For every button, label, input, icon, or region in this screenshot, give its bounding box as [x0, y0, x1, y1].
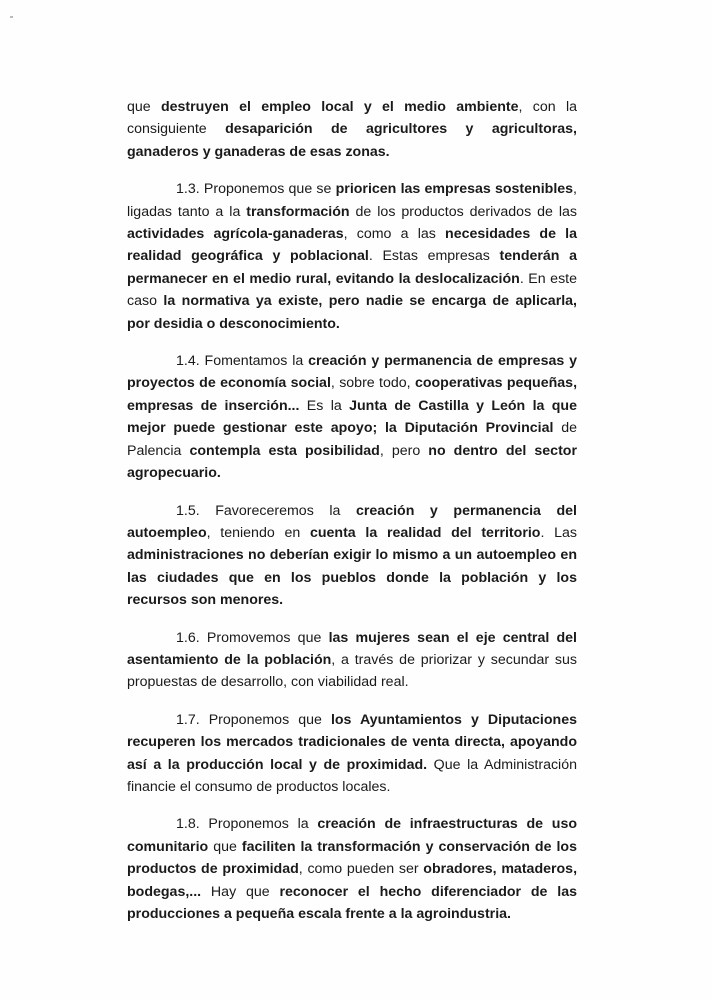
document-body: [127, 96, 577, 940]
paragraph-7: [127, 813, 577, 925]
text-run: 1.3. Proponemos que se: [176, 181, 336, 198]
text-run: de los productos derivados de las: [349, 203, 577, 220]
bold-text: no dentro del sector agropecuario.: [127, 442, 577, 482]
text-run: , ligadas tanto a la: [127, 181, 577, 220]
bold-text: las mujeres sean el eje central del asentamiento de la población: [127, 629, 577, 668]
text-run: , sobre todo,: [330, 375, 415, 392]
text-run: . Estas empresas: [368, 248, 500, 265]
text-run: 1.4. Fomentamos la: [176, 353, 309, 370]
bold-text: obradores, mataderos, bodegas,...: [127, 861, 578, 900]
bold-text: la normativa ya existe, pero nadie se encarga de aplicarla, por desidia o desconocimiento.: [127, 293, 577, 332]
bold-text: cuenta la realidad del territorio: [309, 524, 541, 541]
bold-text: faciliten la transformación y conservación de los productos de proximidad: [127, 838, 577, 878]
text-run: Que la Administración financie el consumo de productos locales.: [127, 756, 577, 795]
text-run: , pero: [379, 442, 429, 459]
text-run: , como pueden ser: [298, 861, 424, 878]
bold-text: necesidades de la realidad geográfica y poblacional: [127, 226, 577, 265]
bold-text: creación de infraestructuras de uso comunitario: [127, 816, 578, 855]
text-run: , como a las: [343, 226, 446, 243]
bold-text: administraciones no deberían exigir lo mismo a un autoempleo en las ciudades que en los pueblos donde la población y los recursos son menores.: [127, 547, 577, 609]
text-run: . Las: [540, 524, 578, 541]
text-run: Hay que: [201, 883, 280, 900]
bold-text: los Ayuntamientos y Diputaciones recuperen los mercados tradicionales de venta directa, apoyando así a la producción local y de proximidad.: [127, 711, 577, 773]
paragraph-2: [127, 178, 577, 335]
bold-text: reconocer el hecho diferenciador de las producciones a pequeña escala frente a la agroindustria.: [127, 883, 577, 922]
bold-text: desaparición de agricultores y agricultoras, ganaderos y ganaderas de esas zonas.: [127, 121, 578, 160]
bold-text: creación y permanencia del autoempleo: [127, 502, 577, 541]
bold-text: destruyen el empleo local y el medio ambiente: [160, 99, 519, 115]
text-run: Es la: [299, 397, 350, 414]
text-run: que: [208, 838, 242, 855]
text-run: 1.8. Proponemos la: [176, 816, 318, 833]
text-run: , teniendo en: [206, 524, 310, 541]
text-run: , a través de priorizar y secundar sus propuestas de desarrollo, con viabilidad real.: [127, 651, 577, 691]
text-run: 1.6. Promovemos que: [176, 629, 329, 646]
text-run: 1.7. Proponemos que: [176, 711, 331, 728]
bold-text: creación y permanencia de empresas y proyectos de economía social: [127, 353, 578, 392]
paragraph-3: [127, 350, 577, 484]
paragraph-6: [127, 709, 577, 799]
paragraph-1: [127, 96, 577, 163]
bold-text: contempla esta posibilidad: [189, 442, 380, 459]
paragraph-4: [127, 500, 577, 612]
bold-text: prioricen las empresas sostenibles: [335, 181, 574, 198]
text-run: , con la consiguiente: [127, 99, 577, 138]
text-run: de Palencia: [127, 420, 577, 459]
bold-text: Junta de Castilla y León la que mejor puede gestionar este apoyo; la Diputación Provincial: [127, 397, 577, 437]
text-run: que: [127, 99, 161, 115]
bold-text: transformación: [246, 203, 350, 220]
paragraph-5: [127, 627, 577, 694]
text-run: 1.5. Favoreceremos la: [176, 502, 356, 519]
bold-text: tenderán a permanecer en el medio rural, evitando la deslocalización: [127, 248, 577, 287]
bold-text: actividades agrícola-ganaderas: [127, 226, 344, 243]
bold-text: cooperativas pequeñas, empresas de inserción...: [127, 375, 578, 414]
text-run: . En este caso: [127, 270, 577, 310]
scan-mark: [10, 16, 13, 18]
